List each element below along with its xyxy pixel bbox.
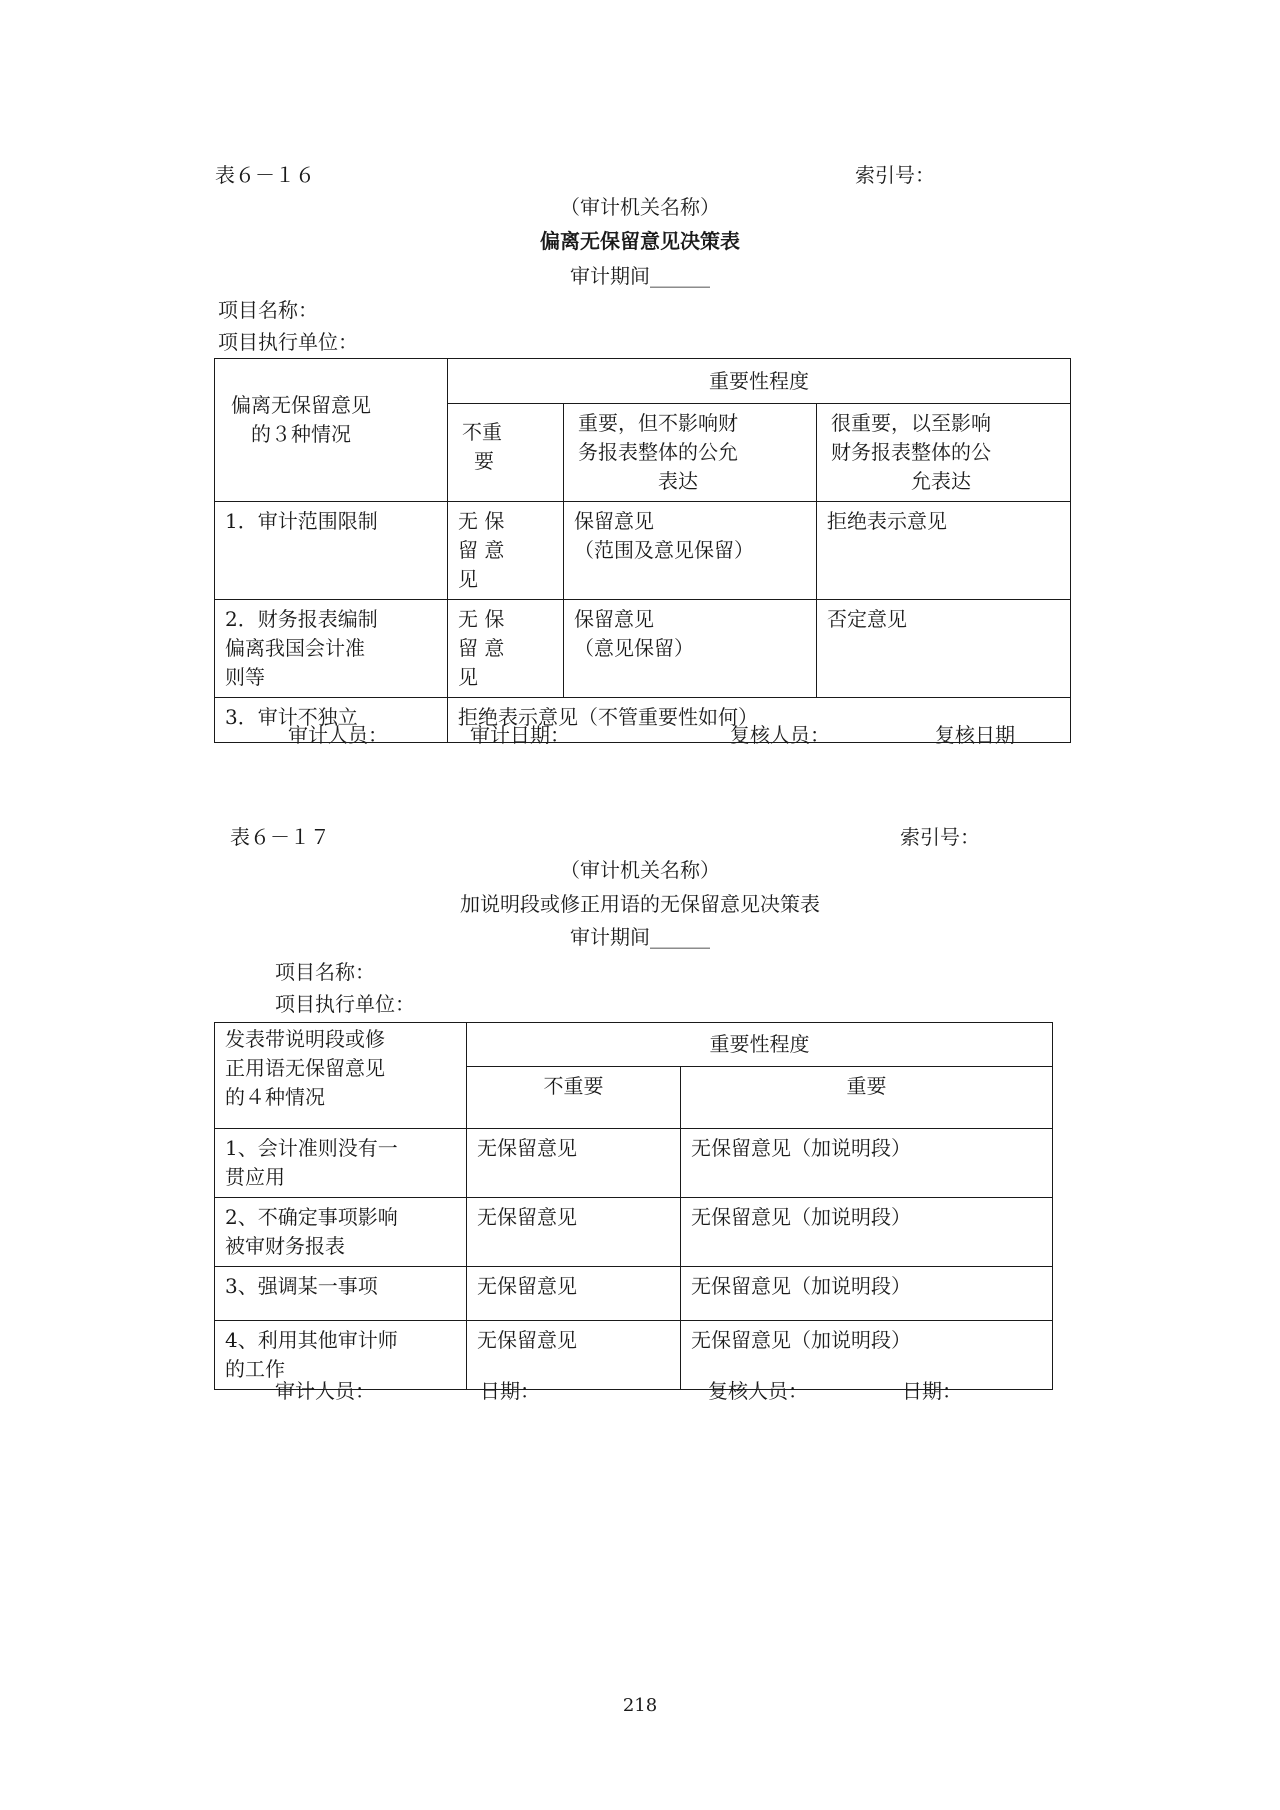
table16-org-name: （审计机关名称） [560, 195, 720, 219]
table17-project-name: 项目名称： [275, 960, 375, 984]
table17-row3-not-important: 无保留意见 [467, 1267, 681, 1321]
table-row [215, 1267, 1053, 1321]
table16-row3-result: 拒绝表示意见（不管重要性如何） [448, 698, 1071, 743]
table17-footer-auditor: 审计人员： [275, 1379, 375, 1403]
table16-row2-case: 2．财务报表编制 偏离我国会计准 则等 [215, 600, 448, 698]
table16-row1-case: 1．审计范围限制 [215, 502, 448, 600]
table16-index-label: 索引号： [855, 163, 935, 187]
table16-row3-case: 3．审计不独立 [215, 698, 448, 743]
table17-index-label: 索引号： [900, 825, 980, 849]
table16-col-very-important: 很重要，以至影响 财务报表整体的公 允表达 [817, 404, 1071, 502]
table16-row2-important: 保留意见 （意见保留） [564, 600, 817, 698]
table16-footer-reviewer: 复核人员： [730, 723, 830, 747]
table17-row2-important: 无保留意见（加说明段） [681, 1198, 1053, 1267]
table16-row2-very-important: 否定意见 [817, 600, 1071, 698]
table16-audit-period: 审计期间______ [570, 264, 710, 288]
table17-row4-not-important: 无保留意见 [467, 1321, 681, 1390]
table17-row3-case: 3、强调某一事项 [215, 1267, 467, 1321]
table-row [215, 502, 1071, 600]
table16-row1-important: 保留意见 （范围及意见保留） [564, 502, 817, 600]
table17-footer-date: 日期： [480, 1379, 540, 1403]
table17-col-important: 重要 [681, 1067, 1053, 1129]
table16-project-unit: 项目执行单位： [218, 330, 358, 354]
table17-number: 表６－１７ [230, 825, 330, 849]
table17-project-unit: 项目执行单位： [275, 992, 415, 1016]
table16-project-name: 项目名称： [218, 298, 318, 322]
table16-number: 表６－１６ [215, 163, 315, 187]
table16-row1-very-important: 拒绝表示意见 [817, 502, 1071, 600]
table17-row4-important: 无保留意见（加说明段） [681, 1321, 1053, 1390]
table17-row2-not-important: 无保留意见 [467, 1198, 681, 1267]
table16-footer-audit-date: 审计日期： [470, 723, 570, 747]
table17-footer-review-date: 日期： [902, 1379, 962, 1403]
table16-col-important: 重要，但不影响财 务报表整体的公允 表达 [564, 404, 817, 502]
table-row [215, 600, 1071, 698]
table16-header-group: 重要性程度 [448, 359, 1071, 404]
table16-row2-not-important: 无 保 留 意 见 [448, 600, 564, 698]
table17-header-group: 重要性程度 [467, 1023, 1053, 1067]
table17-row1-important: 无保留意见（加说明段） [681, 1129, 1053, 1198]
table17-header-left: 发表带说明段或修 正用语无保留意见 的４种情况 [215, 1023, 467, 1129]
table17-org-name: （审计机关名称） [560, 858, 720, 882]
table17-footer-reviewer: 复核人员： [708, 1379, 808, 1403]
table16 [214, 358, 1071, 743]
table-row [215, 1129, 1053, 1198]
table-row [215, 1198, 1053, 1267]
table16-row1-not-important: 无 保 留 意 见 [448, 502, 564, 600]
table16-header-left: 偏离无保留意见 的３种情况 [215, 359, 448, 502]
table17-row1-not-important: 无保留意见 [467, 1129, 681, 1198]
table17-row1-case: 1、会计准则没有一 贯应用 [215, 1129, 467, 1198]
table17 [214, 1022, 1053, 1390]
table17-row4-case: 4、利用其他审计师 的工作 [215, 1321, 467, 1390]
table17-col-not-important: 不重要 [467, 1067, 681, 1129]
table17-audit-period: 审计期间______ [570, 925, 710, 949]
table16-col-not-important: 不重 要 [448, 404, 564, 502]
page-number: 218 [622, 1695, 658, 1716]
table17-title: 加说明段或修正用语的无保留意见决策表 [460, 892, 820, 916]
table16-footer-review-date: 复核日期 [935, 723, 1015, 747]
table16-title: 偏离无保留意见决策表 [540, 229, 740, 253]
table16-footer-auditor: 审计人员： [288, 723, 388, 747]
table17-row3-important: 无保留意见（加说明段） [681, 1267, 1053, 1321]
table17-row2-case: 2、不确定事项影响 被审财务报表 [215, 1198, 467, 1267]
